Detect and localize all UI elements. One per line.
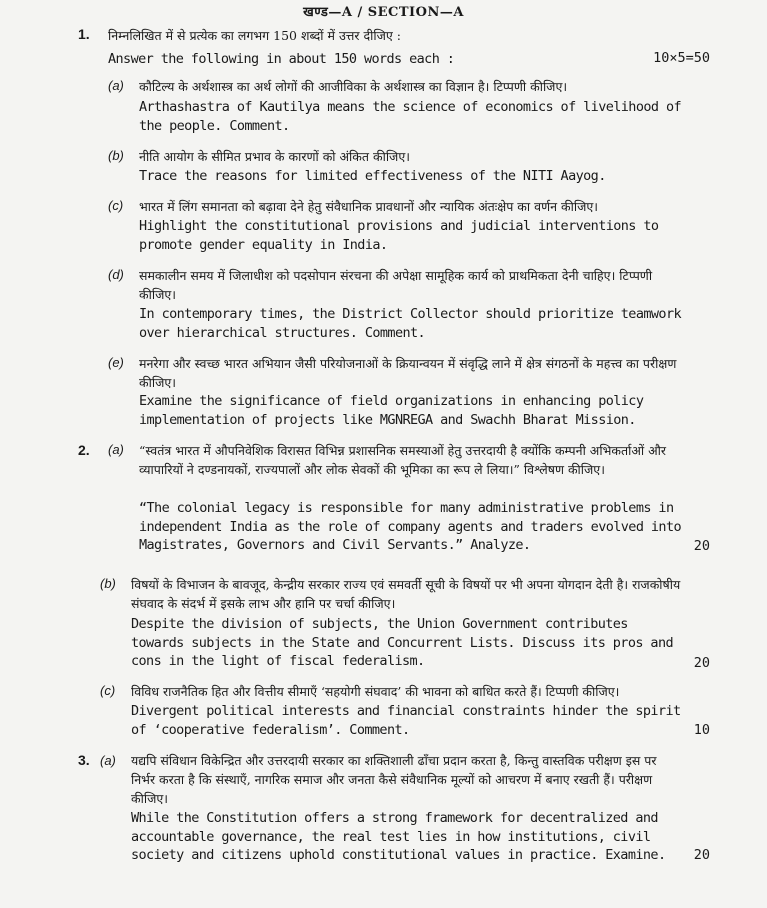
q2b-marks: 20 <box>693 655 710 671</box>
q1d-hindi: समकालीन समय में जिलाधीश को पदसोपान संरचना की अपेक्षा सामूहिक कार्य को प्राथमिकता देनी चाहिए। टिप्पणी कीजिए। <box>139 268 653 302</box>
q1c-label: (c) <box>108 198 124 213</box>
q2a-english: “The colonial legacy is responsible for many administrative problems in independent India as the role of company agents and traders evolved into Magistrates, Governors and Civil Servants.” Analyze. <box>139 500 681 553</box>
q2c-english: Divergent political interests and financial constraints hinder the spirit of ‘cooperative federalism’. Comment. <box>131 703 681 738</box>
q1e-label: (e) <box>108 355 124 370</box>
q1a-english: Arthashastra of Kautilya means the science of economics of livelihood of the people. Comment. <box>139 99 681 134</box>
q1d-label: (d) <box>108 267 124 282</box>
q1b-label: (b) <box>108 148 124 163</box>
q2b-hindi: विषयों के विभाजन के बावजूद, केन्द्रीय सरकार राज्य एवं समवर्ती सूची के विषयों पर भी अपना योगदान देती है। राजकोषीय संघवाद के संदर्भ में इसके लाभ और हानि पर चर्चा कीजिए। <box>131 577 681 611</box>
section-heading: खण्ड—A / SECTION—A <box>303 5 464 20</box>
q2a-label: (a) <box>108 442 124 457</box>
q2a-hindi: “स्वतंत्र भारत में औपनिवेशिक विरासत विभिन्न प्रशासनिक समस्याओं हेतु उत्तरदायी है क्योंकि कम्पनी अभिकर्ताओं और व्यापारियों ने दण्डनायकों, राज्यपालों और लोक सेवकों की भूमिका का रूप ले लिया।” विश्लेषण कीजिए। <box>139 443 666 477</box>
question-1-hindi: निम्नलिखित में से प्रत्येक का लगभग 150 शब्दों में उत्तर दीजिए : <box>108 28 402 43</box>
q1b-hindi: नीति आयोग के सीमित प्रभाव के कारणों को अंकित कीजिए। <box>139 149 410 164</box>
q1e-hindi: मनरेगा और स्वच्छ भारत अभियान जैसी परियोजनाओं के क्रियान्वयन में संवृद्धि लाने में क्षेत्र संगठनों के महत्त्व का परीक्षण कीजिए। <box>139 356 677 390</box>
q1a-label: (a) <box>108 78 124 93</box>
q1d-english: In contemporary times, the District Collector should prioritize teamwork over hierarchical structures. Comment. <box>139 306 681 341</box>
q3a-label: (a) <box>100 753 116 768</box>
q2b-english: Despite the division of subjects, the Union Government contributes towards subjects in the State and Concurrent Lists. Discuss its pros and cons in the light of fiscal federalism. <box>131 616 673 669</box>
q1e-english: Examine the significance of field organizations in enhancing policy implementation of projects like MGNREGA and Swachh Bharat Mission. <box>139 393 644 428</box>
question-1-marks: 10×5=50 <box>653 50 710 66</box>
q2b-label: (b) <box>100 576 116 591</box>
q1b-english: Trace the reasons for limited effectiveness of the NITI Aayog. <box>139 168 606 184</box>
question-3-number: 3. <box>78 752 90 768</box>
q2c-hindi: विविध राजनैतिक हित और वित्तीय सीमाएँ ‘सहयोगी संघवाद’ की भावना को बाधित करते हैं। टिप्पणी कीजिए। <box>131 684 620 699</box>
q1c-english: Highlight the constitutional provisions and judicial interventions to promote gender equality in India. <box>139 218 659 253</box>
question-1-number: 1. <box>78 26 90 42</box>
q3a-marks: 20 <box>693 847 710 863</box>
question-2-number: 2. <box>78 442 90 458</box>
q2a-marks: 20 <box>693 538 710 554</box>
q1c-hindi: भारत में लिंग समानता को बढ़ावा देने हेतु संवैधानिक प्रावधानों और न्यायिक अंतःक्षेप का वर्णन कीजिए। <box>139 199 599 214</box>
q2c-marks: 10 <box>693 722 710 738</box>
q3a-english: While the Constitution offers a strong framework for decentralized and accountable governance, the real test lies in how institutions, civil society and citizens uphold constitutional values in practice. Examine. <box>131 810 666 863</box>
q1a-hindi: कौटिल्य के अर्थशास्त्र का अर्थ लोगों की आजीविका के अर्थशास्त्र का विज्ञान है। टिप्पणी कीजिए। <box>139 79 568 94</box>
q2c-label: (c) <box>100 683 116 698</box>
q3a-hindi: यद्यपि संविधान विकेन्द्रित और उत्तरदायी सरकार का शक्तिशाली ढाँचा प्रदान करता है, किन्तु वास्तविक परीक्षण इस पर निर्भर करता है कि संस्थाएँ, नागरिक समाज और जनता कैसे संवैधानिक मूल्यों को आचरण में बनाए रखती हैं। परीक्षण कीजिए। <box>131 753 657 806</box>
question-1-english: Answer the following in about 150 words each : <box>108 51 455 67</box>
